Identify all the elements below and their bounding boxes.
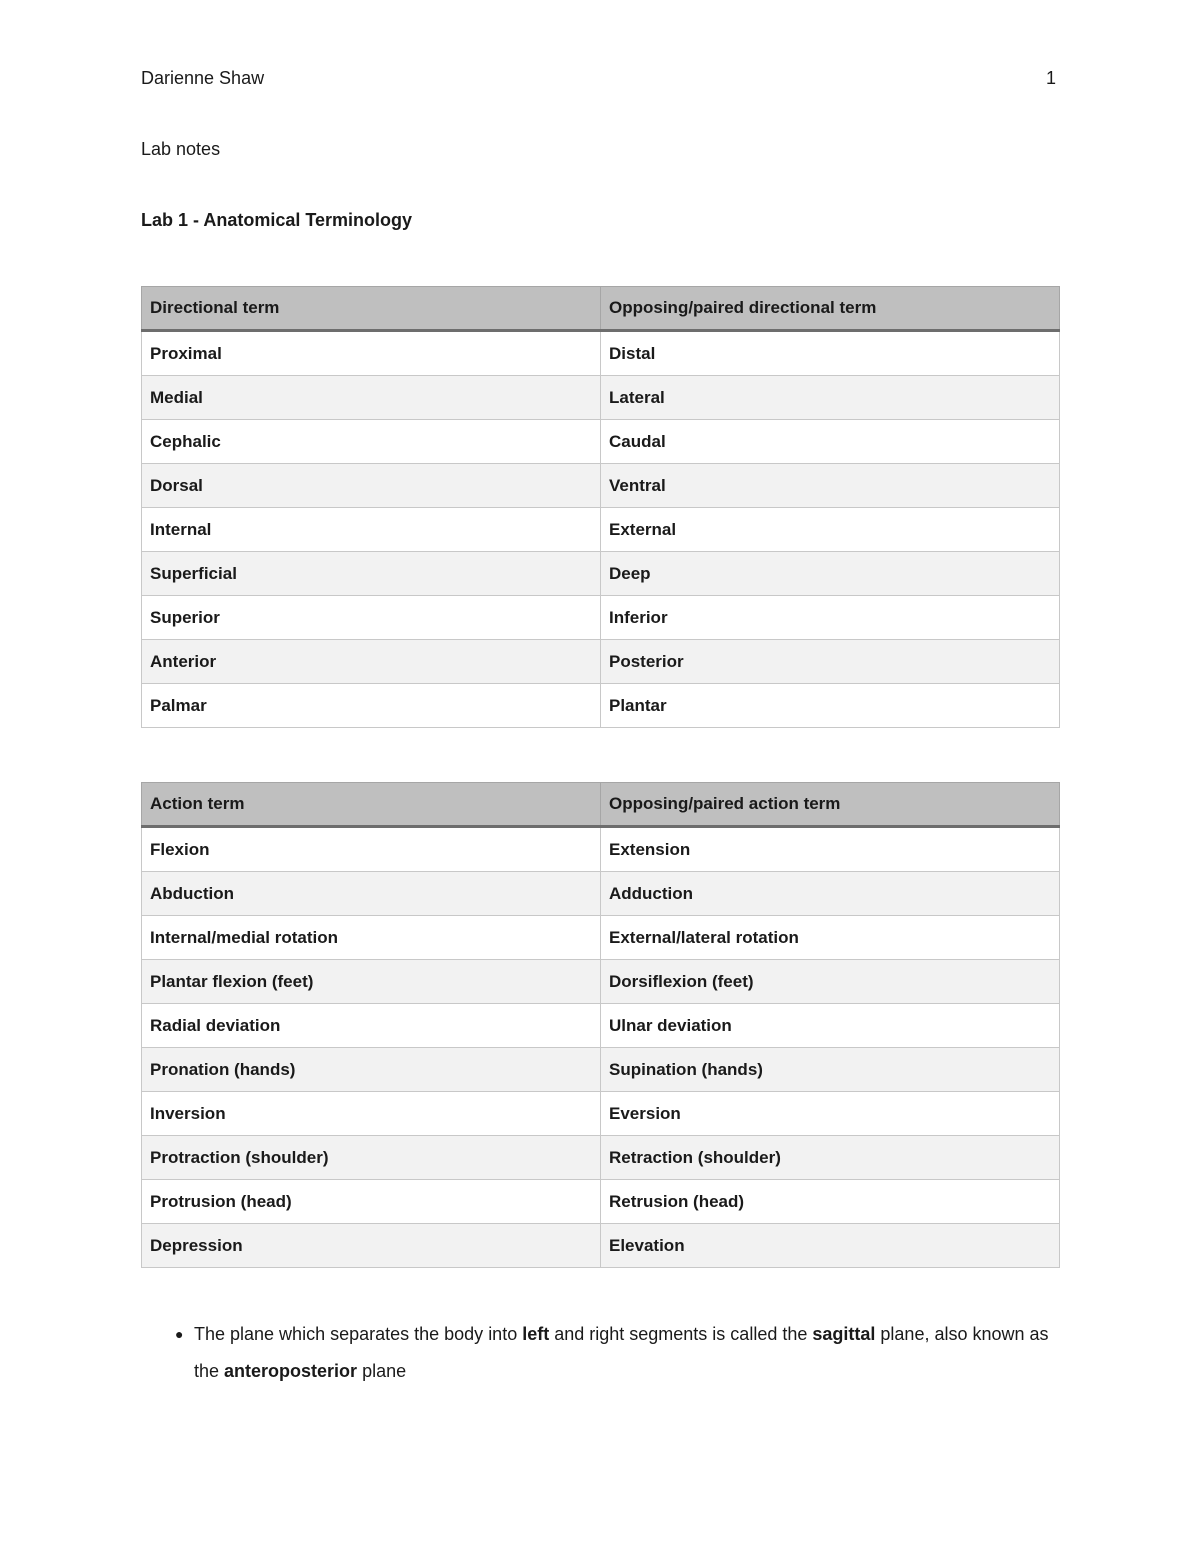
action-terms-table <box>141 782 1060 1268</box>
directional-terms-table <box>141 286 1060 728</box>
table-row <box>142 596 1060 640</box>
table-row <box>142 640 1060 684</box>
table-row <box>142 1048 1060 1092</box>
table-row <box>142 420 1060 464</box>
note-text: plane, also known as the <box>194 1324 1049 1381</box>
table-cell: Extension <box>601 827 1060 872</box>
table-cell: Proximal <box>142 331 601 376</box>
table-header-row <box>142 783 1060 827</box>
table-row <box>142 1136 1060 1180</box>
table-cell: External <box>601 508 1060 552</box>
table-cell: Posterior <box>601 640 1060 684</box>
section-heading: Lab 1 - Anatomical Terminology <box>141 210 413 230</box>
table-cell: Cephalic <box>142 420 601 464</box>
table-cell: Palmar <box>142 684 601 728</box>
table-header-row <box>142 287 1060 331</box>
table-cell: Superior <box>142 596 601 640</box>
notes-list <box>172 1316 1052 1390</box>
table-cell: Dorsiflexion (feet) <box>601 960 1060 1004</box>
table-cell: Ulnar deviation <box>601 1004 1060 1048</box>
table-row <box>142 684 1060 728</box>
table-cell: Distal <box>601 331 1060 376</box>
column-header: Opposing/paired directional term <box>601 287 1060 331</box>
table-cell: Internal/medial rotation <box>142 916 601 960</box>
table-row <box>142 552 1060 596</box>
note-text: The plane which separates the body into <box>194 1324 523 1344</box>
table-cell: Protrusion (head) <box>142 1180 601 1224</box>
table-cell: Adduction <box>601 872 1060 916</box>
table-row <box>142 1092 1060 1136</box>
table-cell: Superficial <box>142 552 601 596</box>
note-text: and right segments is called the <box>549 1324 813 1344</box>
table-cell: Retraction (shoulder) <box>601 1136 1060 1180</box>
list-item <box>172 1316 1052 1390</box>
document-subtitle: Lab notes <box>141 139 221 159</box>
table-row <box>142 827 1060 872</box>
note-bold-text: anteroposterior <box>224 1361 358 1381</box>
table-row <box>142 376 1060 420</box>
table-cell: Internal <box>142 508 601 552</box>
table-cell: Plantar flexion (feet) <box>142 960 601 1004</box>
table-cell: Elevation <box>601 1224 1060 1268</box>
table-cell: Caudal <box>601 420 1060 464</box>
table-cell: Inversion <box>142 1092 601 1136</box>
table-cell: External/lateral rotation <box>601 916 1060 960</box>
column-header: Opposing/paired action term <box>601 783 1060 827</box>
table-row <box>142 1180 1060 1224</box>
table-row <box>142 331 1060 376</box>
table-cell: Deep <box>601 552 1060 596</box>
header-author-name: Darienne Shaw <box>141 68 265 88</box>
table-cell: Supination (hands) <box>601 1048 1060 1092</box>
table-cell: Radial deviation <box>142 1004 601 1048</box>
table-row <box>142 916 1060 960</box>
table-cell: Protraction (shoulder) <box>142 1136 601 1180</box>
table-cell: Abduction <box>142 872 601 916</box>
table-row <box>142 960 1060 1004</box>
note-bold-text: left <box>522 1324 550 1344</box>
bullet-icon: ● <box>175 1326 184 1342</box>
table-cell: Medial <box>142 376 601 420</box>
table-cell: Pronation (hands) <box>142 1048 601 1092</box>
table-cell: Lateral <box>601 376 1060 420</box>
note-text: plane <box>357 1361 407 1381</box>
page-number: 1 <box>1046 68 1057 88</box>
table-cell: Inferior <box>601 596 1060 640</box>
table-cell: Dorsal <box>142 464 601 508</box>
table-cell: Retrusion (head) <box>601 1180 1060 1224</box>
table-cell: Eversion <box>601 1092 1060 1136</box>
table-row <box>142 1004 1060 1048</box>
table-cell: Depression <box>142 1224 601 1268</box>
table-row <box>142 1224 1060 1268</box>
note-bold-text: sagittal <box>812 1324 876 1344</box>
column-header: Directional term <box>142 287 601 331</box>
table-cell: Anterior <box>142 640 601 684</box>
table-row <box>142 508 1060 552</box>
table-row <box>142 872 1060 916</box>
table-row <box>142 464 1060 508</box>
column-header: Action term <box>142 783 601 827</box>
table-cell: Plantar <box>601 684 1060 728</box>
table-cell: Flexion <box>142 827 601 872</box>
table-cell: Ventral <box>601 464 1060 508</box>
